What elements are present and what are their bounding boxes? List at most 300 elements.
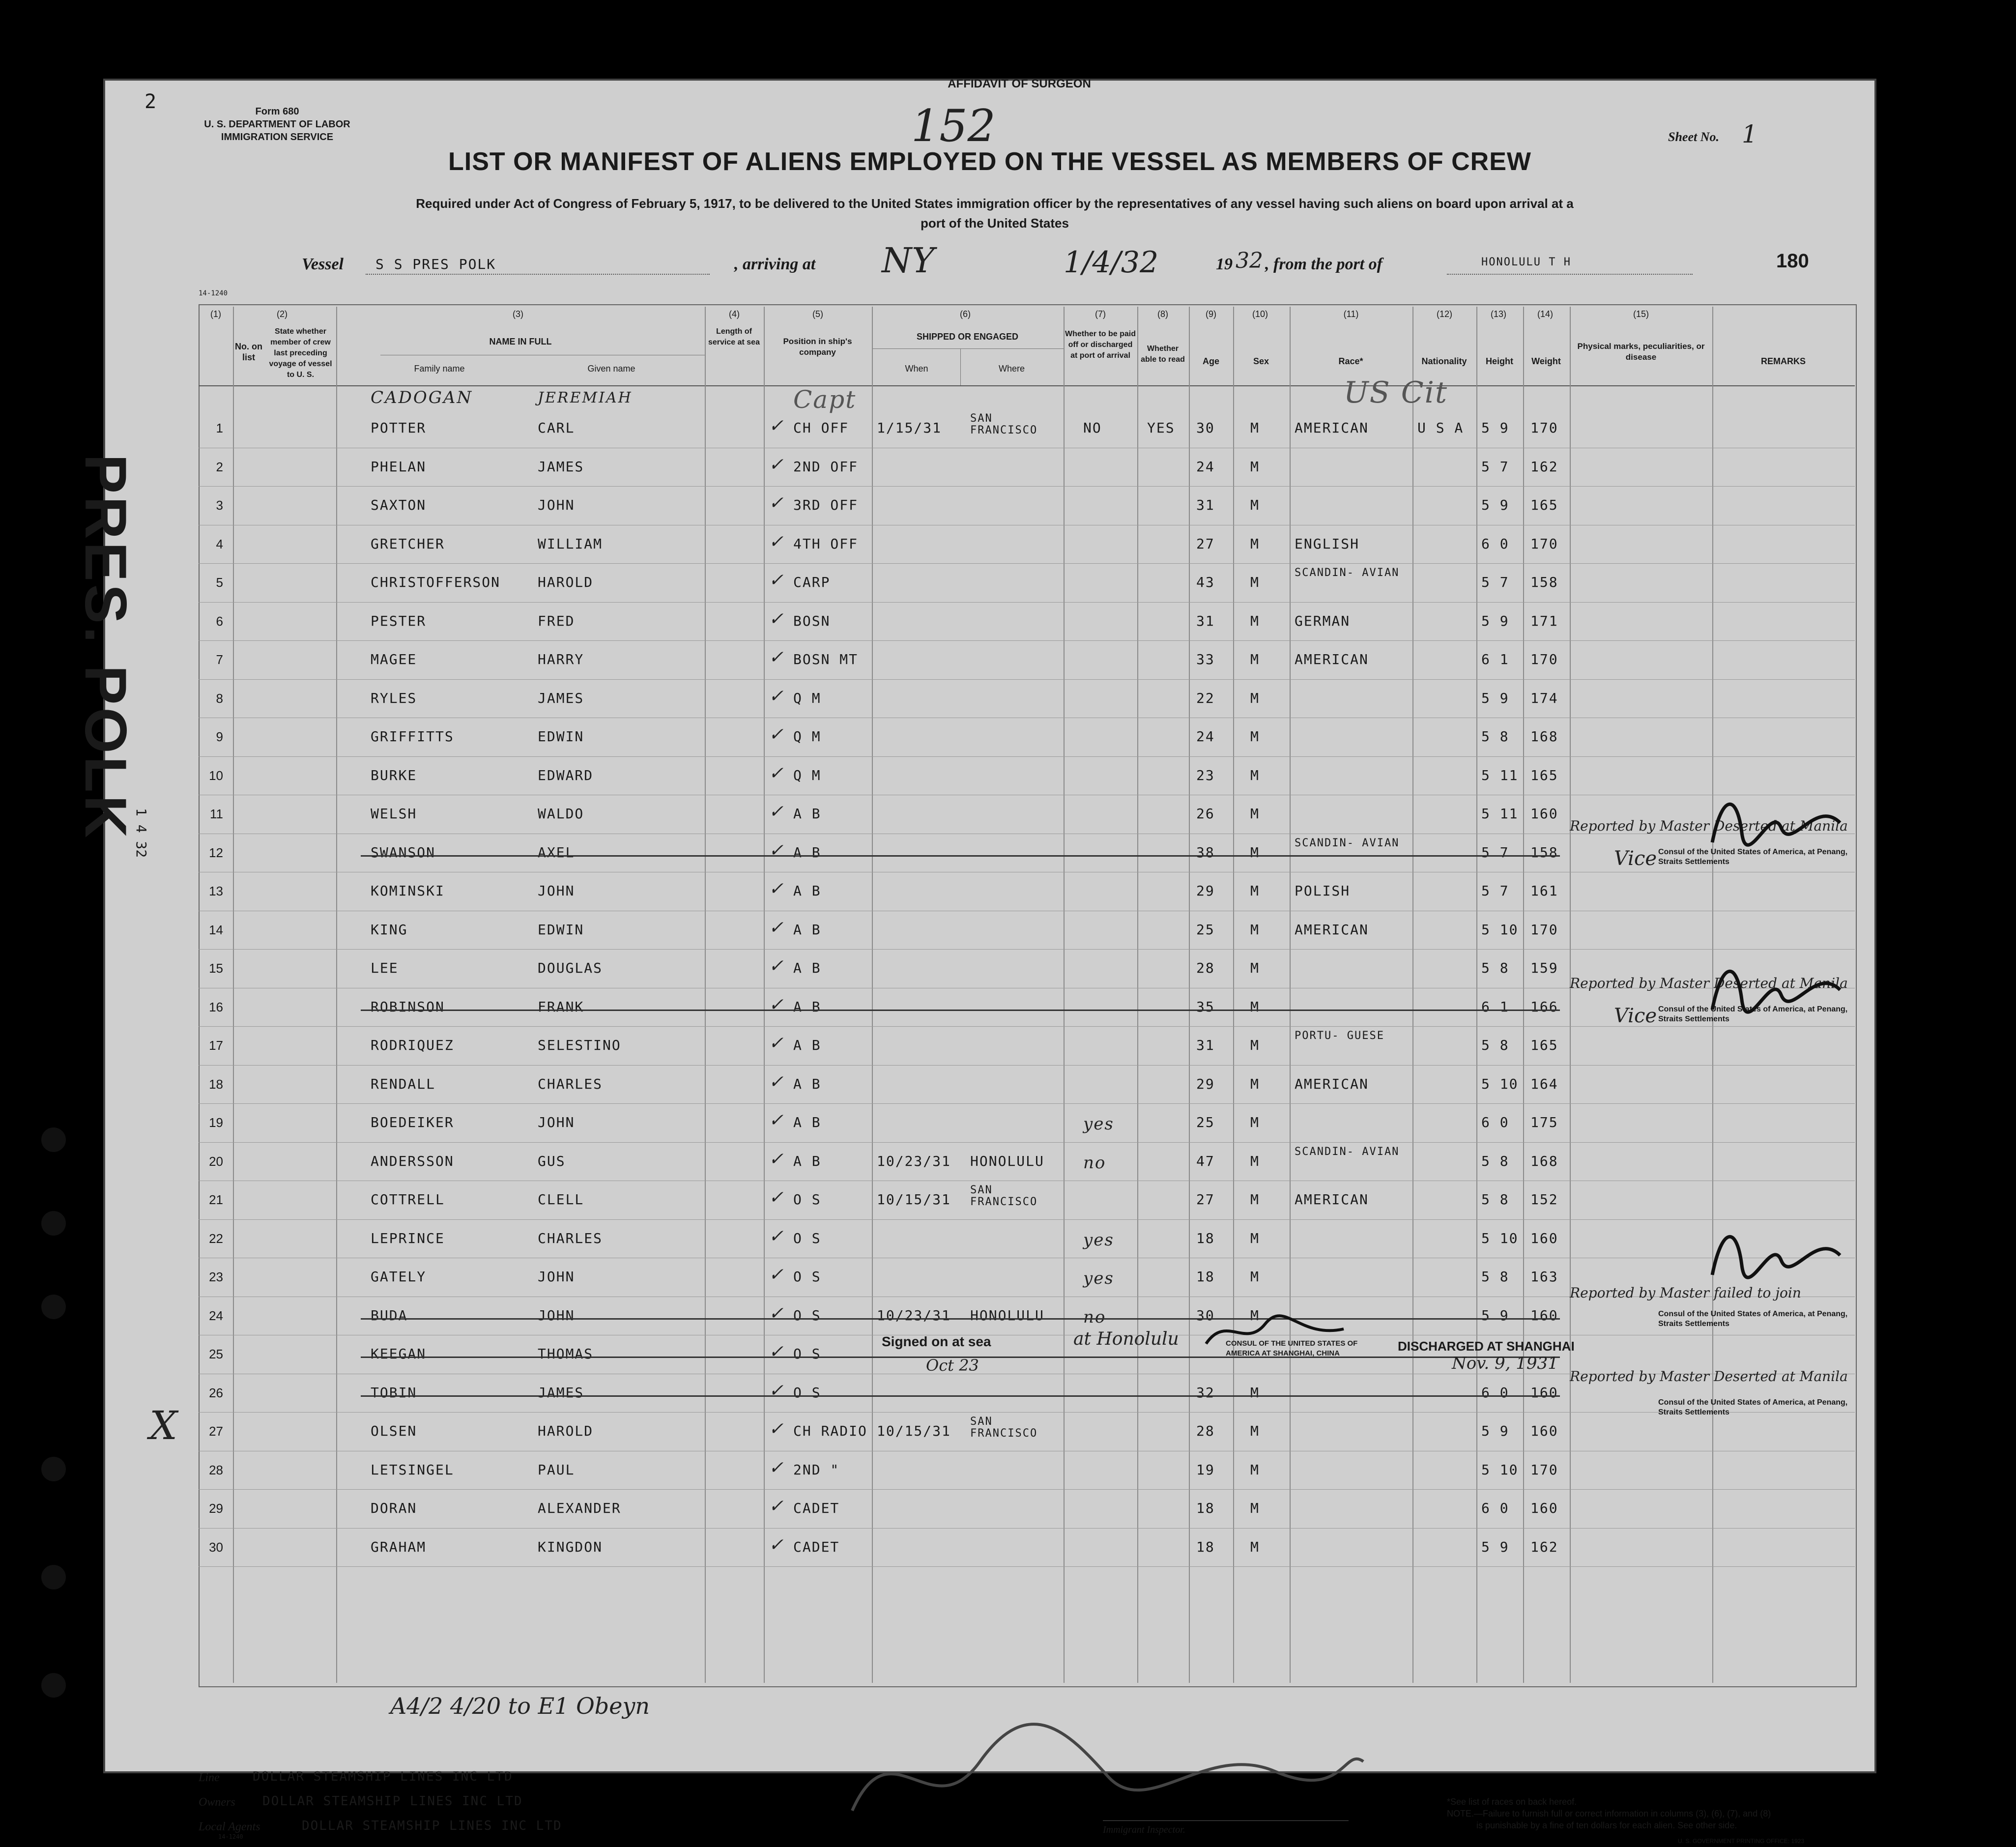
strike-through-line [361,1395,1560,1397]
family-name: BURKE [371,767,417,783]
sex: M [1250,1423,1260,1439]
row-rule [199,949,1855,950]
weight: 159 [1530,960,1558,976]
height: 5 9 [1481,1423,1509,1439]
at-honolulu-note: at Honolulu [1073,1329,1179,1349]
vice-note: Vice [1614,1005,1657,1027]
form-subtitle [164,194,1825,233]
checkmark-icon: ✓ [769,686,785,706]
column-number: (10) [1252,309,1268,319]
family-name: PHELAN [371,458,427,475]
handwritten-list-number: 152 [911,100,996,152]
header-weight: Weight [1531,356,1561,366]
year-prefix: 19 [1216,255,1233,273]
age: 19 [1196,1461,1215,1478]
remark-row-26 [1570,1368,1865,1416]
family-name: PESTER [371,612,427,629]
row-rule [199,563,1855,564]
race: PORTU- GUESE [1295,1030,1384,1042]
row-number: 13 [209,884,223,898]
age: 43 [1196,574,1215,590]
shipped-when: 10/15/31 [877,1423,951,1439]
given-name: FRED [538,612,575,629]
checkmark-icon: ✓ [769,454,785,475]
age: 31 [1196,1037,1215,1053]
sex: M [1250,998,1260,1015]
position: BOSN [793,612,831,629]
crew-table [199,304,1857,1687]
signed-on-at-sea: Signed on at sea [882,1334,991,1349]
header-age: Age [1202,356,1219,366]
sex: M [1250,1384,1260,1401]
weight: 175 [1530,1114,1558,1130]
height: 5 8 [1481,1153,1509,1169]
family-name: ANDERSSON [371,1153,454,1169]
column-number: (1) [210,309,221,319]
position: CARP [793,574,831,590]
given-name: JAMES [538,1384,584,1401]
position: A B [793,1153,821,1169]
row-number: 1 [216,421,223,435]
given-name: EDWIN [538,921,584,938]
given-name: HAROLD [538,1423,594,1439]
sex: M [1250,1500,1260,1516]
row-rule [199,1566,1855,1567]
weight: 158 [1530,844,1558,861]
sex: M [1250,612,1260,629]
weight: 174 [1530,690,1558,706]
row-rule [199,1412,1855,1413]
height: 5 11 [1481,806,1519,822]
row-number: 27 [209,1424,223,1439]
race: SCANDIN- AVIAN [1295,567,1400,579]
age: 27 [1196,535,1215,552]
given-name: JOHN [538,1269,575,1285]
race: ENGLISH [1295,535,1360,552]
checkmark-icon: ✓ [769,1342,785,1362]
owners-label: Owners [199,1796,235,1809]
age: 25 [1196,921,1215,938]
checkmark-icon: ✓ [769,1265,785,1285]
weight: 163 [1530,1269,1558,1285]
column-number: (5) [812,309,823,319]
sheet-label: Sheet No. [1668,130,1719,144]
form-number: Form 680 [255,106,299,117]
position: A B [793,960,821,976]
age: 32 [1196,1384,1215,1401]
vessel-underline [366,274,710,275]
weight: 170 [1530,1461,1558,1478]
line-label: Line [199,1771,220,1784]
height: 5 7 [1481,574,1509,590]
discharged-stamp: DISCHARGED AT SHANGHAI [1398,1339,1575,1354]
sex: M [1250,1037,1260,1053]
header-name-in-full: NAME IN FULL [489,337,552,346]
master-given-name: JEREMIAH [538,389,633,406]
height: 5 9 [1481,612,1509,629]
position: A B [793,806,821,822]
checkmark-icon: ✓ [769,531,785,552]
header-family-name: Family name [414,364,465,374]
given-name: JAMES [538,690,584,706]
consul-signature [1702,788,1850,857]
binder-hole [41,1673,66,1698]
age: 30 [1196,1307,1215,1324]
age: 23 [1196,767,1215,783]
row-number: 29 [209,1501,223,1516]
row-rule [199,486,1855,487]
weight: 160 [1530,1500,1558,1516]
shipped-where: SAN FRANCISCO [970,412,1038,436]
age: 31 [1196,612,1215,629]
arrival-date: 1/4/32 [1064,245,1159,280]
age: 26 [1196,806,1215,822]
age: 25 [1196,1114,1215,1130]
penang-consul-stamp: Consul of the United States of America, at Penang, Straits Settlements [1658,1005,1848,1023]
given-name: HAROLD [538,574,594,590]
weight: 171 [1530,612,1558,629]
sex: M [1250,458,1260,475]
position: A B [793,844,821,861]
given-name: WILLIAM [538,535,603,552]
family-name: KEEGAN [371,1346,427,1362]
surgeon-affidavit-stamp: AFFIDAVIT OF SURGEON [948,77,1091,90]
given-name: CLELL [538,1191,584,1208]
row-number: 11 [210,807,223,821]
binder-hole [41,1295,66,1319]
family-name: POTTER [371,420,427,436]
height: 5 8 [1481,960,1509,976]
consul-signature [1702,955,1850,1024]
given-name: JOHN [538,497,575,513]
header-when: When [905,364,928,374]
height: 5 9 [1481,420,1509,436]
from-port: HONOLULU T H [1481,256,1571,268]
height: 5 10 [1481,1075,1519,1092]
header-sex: Sex [1253,356,1269,366]
sex: M [1250,1114,1260,1130]
position: 4TH OFF [793,535,859,552]
height: 5 9 [1481,1538,1509,1555]
age: 18 [1196,1500,1215,1516]
checkmark-icon: ✓ [769,956,785,976]
checkmark-icon: ✓ [769,994,785,1015]
weight: 168 [1530,728,1558,745]
height: 5 10 [1481,921,1519,938]
family-name: LEPRINCE [371,1230,445,1246]
family-name: MAGEE [371,651,417,667]
family-name: KING [371,921,408,938]
races-note: *See list of races on back hereof. [1447,1797,1577,1807]
column-number: (14) [1537,309,1553,319]
position: O S [793,1346,821,1362]
family-name: COTTRELL [371,1191,445,1208]
weight: 170 [1530,420,1558,436]
paid-off: no [1083,1307,1106,1327]
line-value: DOLLAR STEAMSHIP LINES INC LTD [253,1769,513,1784]
row-rule [199,679,1855,680]
shipped-when: 10/15/31 [877,1191,951,1208]
position: CADET [793,1500,840,1516]
position: Q M [793,690,821,706]
position: O S [793,1230,821,1246]
row-number: 20 [209,1154,223,1169]
checkmark-icon: ✓ [769,608,785,629]
checkmark-icon: ✓ [769,763,785,783]
manifest-sheet [73,77,1876,1845]
row-number: 16 [209,999,223,1014]
weight: 165 [1530,767,1558,783]
sex: M [1250,767,1260,783]
reported-failed-note: Reported by Master failed to join [1570,1285,1801,1301]
checkmark-icon: ✓ [769,570,785,590]
family-name: BOEDEIKER [371,1114,454,1130]
row-number: 4 [216,536,223,551]
penang-consul-stamp: Consul of the United States of America, at Penang, Straits Settlements [1658,1398,1848,1416]
weight: 161 [1530,883,1558,899]
shipped-where: HONOLULU [970,1307,1044,1324]
age: 28 [1196,1423,1215,1439]
small-form-code: 14-1240 [199,289,228,297]
sheet-number: 1 [1742,120,1757,148]
header-able-to-read: Whether able to read [1141,345,1185,364]
checkmark-icon: ✓ [769,1380,785,1401]
column-number: (7) [1095,309,1106,319]
discharge-date: Nov. 9, 1931 [1452,1354,1558,1373]
sex: M [1250,535,1260,552]
height: 5 8 [1481,1191,1509,1208]
column-number: (9) [1206,309,1216,319]
given-name: FRANK [538,998,584,1015]
weight: 170 [1530,651,1558,667]
position: CH OFF [793,420,849,436]
nationality: U S A [1417,420,1464,436]
family-name: CHRISTOFFERSON [371,574,501,590]
position: A B [793,1037,821,1053]
table-header-divider [199,385,1855,386]
shanghai-consul-stamp: CONSUL OF THE UNITED STATES OF AMERICA AT SHANGHAI, CHINA [1226,1339,1358,1357]
family-name: RODRIQUEZ [371,1037,454,1053]
age: 38 [1196,844,1215,861]
position: O S [793,1269,821,1285]
height: 5 9 [1481,1307,1509,1324]
row-rule [199,1103,1855,1104]
penang-consul-stamp: Consul of the United States of America, at Penang, Straits Settlements [1658,1310,1848,1328]
height: 6 1 [1481,998,1509,1015]
strike-through-line [361,855,1560,857]
master-race-note: US Cit [1344,375,1448,410]
position: O S [793,1384,821,1401]
shanghai-signature [1201,1309,1349,1354]
row-number: 19 [209,1115,223,1130]
able-to-read: YES [1147,420,1175,436]
given-name: AXEL [538,844,575,861]
family-name: GRIFFITTS [371,728,454,745]
weight: 158 [1530,574,1558,590]
race: SCANDIN- AVIAN [1295,1145,1400,1158]
inspector-signature [833,1703,1373,1840]
sex: M [1250,806,1260,822]
row-rule [199,756,1855,757]
row-number: 9 [216,729,223,744]
owners-value: DOLLAR STEAMSHIP LINES INC LTD [262,1794,523,1809]
given-name: JAMES [538,458,584,475]
header-shipped-or-engaged: SHIPPED OR ENGAGED [916,332,1019,342]
given-name: CHARLES [538,1230,603,1246]
sex: M [1250,844,1260,861]
weight: 160 [1530,1230,1558,1246]
strike-through-line [361,1010,1560,1011]
given-name: KINGDON [538,1538,603,1555]
family-name: GRETCHER [371,535,445,552]
department-name: U. S. DEPARTMENT OF LABOR [204,119,350,130]
paid-off: no [1083,1153,1106,1173]
family-name: SAXTON [371,497,427,513]
header-height: Height [1486,356,1513,366]
age: 18 [1196,1538,1215,1555]
sex: M [1250,574,1260,590]
row-number: 15 [209,961,223,976]
family-name: RYLES [371,690,417,706]
subtitle-line-2: port of the United States [921,216,1069,231]
height: 5 8 [1481,1037,1509,1053]
family-name: BUDA [371,1307,408,1324]
checkmark-icon: ✓ [769,1496,785,1516]
row-number: 6 [216,613,223,629]
checkmark-icon: ✓ [769,1071,785,1092]
row-rule [199,1065,1855,1066]
position: A B [793,883,821,899]
weight: 168 [1530,1153,1558,1169]
shipped-when: 10/23/31 [877,1307,951,1324]
age: 28 [1196,960,1215,976]
checkmark-icon: ✓ [769,647,785,667]
sex: M [1250,728,1260,745]
page-title: LIST OR MANIFEST OF ALIENS EMPLOYED ON THE VESSEL AS MEMBERS OF CREW [448,147,1531,176]
height: 5 11 [1481,767,1519,783]
sex: M [1250,1269,1260,1285]
reported-deserted-note: Reported by Master Deserted at Manila [1570,1368,1848,1385]
weight: 162 [1530,458,1558,475]
paid-off: NO [1083,420,1102,436]
height: 5 9 [1481,690,1509,706]
sex: M [1250,960,1260,976]
race: SCANDIN- AVIAN [1295,837,1400,849]
race: AMERICAN [1295,1075,1369,1092]
height: 6 0 [1481,1500,1509,1516]
family-name: WELSH [371,806,417,822]
manifest-number: 180 [1776,250,1809,272]
header-where: Where [998,364,1025,374]
age: 27 [1196,1191,1215,1208]
checkmark-icon: ✓ [769,1457,785,1478]
given-name: JOHN [538,883,575,899]
row-number: 5 [216,575,223,590]
position: 2ND OFF [793,458,859,475]
given-name: CHARLES [538,1075,603,1092]
binder-hole [41,1565,66,1589]
master-family-name: CADOGAN [371,388,473,407]
penang-consul-stamp: Consul of the United States of America, at Penang, Straits Settlements [1658,848,1848,866]
checkmark-icon: ✓ [769,802,785,822]
row-number: 10 [209,768,223,783]
row-number: 8 [216,691,223,706]
family-name: GRAHAM [371,1538,427,1555]
checkmark-icon: ✓ [769,493,785,513]
sex: M [1250,1538,1260,1555]
age: 18 [1196,1269,1215,1285]
family-name: ROBINSON [371,998,445,1015]
column-number: (8) [1157,309,1168,319]
weight: 152 [1530,1191,1558,1208]
weight: 165 [1530,497,1558,513]
vice-note: Vice [1614,847,1657,870]
binder-hole [41,1127,66,1152]
sex: M [1250,1153,1260,1169]
header-physical-marks: Physical marks, peculiarities, or disease [1577,342,1705,362]
family-name: TOBIN [371,1384,417,1401]
row-number: 12 [209,845,223,860]
height: 5 7 [1481,883,1509,899]
given-name: WALDO [538,806,584,822]
family-name: LETSINGEL [371,1461,454,1478]
age: 24 [1196,728,1215,745]
family-name: SWANSON [371,844,436,861]
age: 24 [1196,458,1215,475]
position: A B [793,1075,821,1092]
checkmark-icon: ✓ [769,1419,785,1439]
weight: 170 [1530,535,1558,552]
arriving-port: NY [882,240,935,281]
master-position: Capt [793,385,857,414]
port-underline [1447,274,1693,275]
agents-code: 14-1240 [218,1833,243,1840]
checkmark-icon: ✓ [769,1149,785,1169]
header-length-of-service: Length of service at sea [708,327,760,346]
position: Q M [793,728,821,745]
sex: M [1250,883,1260,899]
weight: 165 [1530,1037,1558,1053]
subtitle-line-1: Required under Act of Congress of February 5, 1917, to be delivered to the United States immigration officer by the representatives of any vessel having such aliens on board upon arrival at a [416,196,1574,211]
row-number: 2 [216,459,223,474]
family-name: KOMINSKI [371,883,445,899]
checkmark-icon: ✓ [769,1534,785,1555]
service-name: IMMIGRATION SERVICE [221,132,334,143]
voyage-line [302,240,1825,281]
race: AMERICAN [1295,420,1369,436]
column-number: (13) [1490,309,1506,319]
sex: M [1250,1191,1260,1208]
height: 5 8 [1481,728,1509,745]
from-port-label: , from the port of [1265,255,1382,273]
column-number: (12) [1436,309,1452,319]
sex: M [1250,1307,1260,1324]
paid-off: yes [1083,1114,1114,1134]
position: BOSN MT [793,651,859,667]
shipped-where: SAN FRANCISCO [970,1415,1038,1440]
row-number: 7 [216,652,223,667]
family-name: GATELY [371,1269,427,1285]
row-number: 18 [209,1076,223,1092]
checkmark-icon: ✓ [769,416,785,436]
weight: 160 [1530,806,1558,822]
page-corner-number: 2 [144,90,157,113]
row-number: 17 [209,1038,223,1053]
age: 29 [1196,883,1215,899]
row-number: 25 [209,1347,223,1361]
race: AMERICAN [1295,921,1369,938]
shipped-when: 10/23/31 [877,1153,951,1169]
